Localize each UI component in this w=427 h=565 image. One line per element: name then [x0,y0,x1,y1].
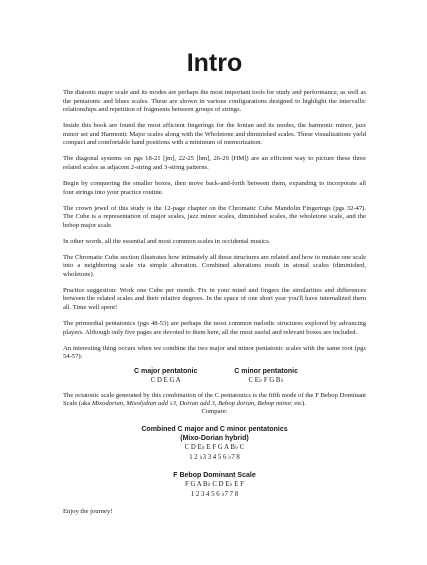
scale-major-pentatonic [134,367,197,385]
bebop-notes: F G A B♭ C D E♭ E F [185,480,244,488]
scale-title: C major pentatonic [134,367,198,375]
paragraph: Inside this book are found the most efficient fingerings for the Ionian and its modes, the harmonic minor, jazz minor set and Harmonic Major scales along with the Wholetone and diminished scales. These visualizations yield compact and comfortable hand positions with a minimum of memorization. [63,122,366,147]
paragraph: The diagonal systems on pgs 18-21 [jm], 22-25 [hm], 26-29 [HM]) are an efficient way to picture these three related scales as adjacent 2-string and 3-string patterns. [63,155,366,171]
paragraph: In other words, all the essential and most common scales in occidental musics. [63,237,271,245]
octatonic-text: The octatonic scale generated by this combination of the C pentatonics is the fifth mode of the F Bebop Dominant Scale (aka [63,391,366,408]
paragraph: The diatonic major scale and its modes are perhaps the most important tools for study and performance, as well as the pentatonic and blues scales. These are shown in various configurations designed to highlight the intervallic relationships and repetition of fragments between groups of strings. [63,89,366,114]
hybrid-title: Combined C major and C minor pentatonics [141,425,288,433]
page-title: Intro [186,49,243,77]
bebop-scale-block [63,471,366,500]
scale-notes: C D E G A [150,376,181,384]
scale-title: C minor pentatonic [234,367,298,375]
paragraph: The Chromatic Cube section illustrates how intimately all these structures are related and how to mutate one scale into a neighboring scale via simple alteration. Combined alterations result in atonal scales (diminished, wholetone). [63,253,366,278]
bebop-degrees: 1 2 3 4 5 6 ♭7 7 8 [190,490,239,498]
scale-notes: C E♭ F G B♭ [248,376,284,384]
paragraph: The crown jewel of this study is the 12-page chapter on the Chromatic Cube Mandolin Fingerings (pgs 32-47). The Cube is a representation of major scales, jazz minor scales, diminished scales, the wholetone scale, and the bebop major scale. [63,204,366,229]
closing-line: Enjoy the journey! [63,507,113,515]
hybrid-degrees: 1 2 ♭3 3 4 5 6 ♭7 8 [189,453,240,461]
octatonic-paragraph [63,392,366,409]
pentatonic-scales [63,367,366,385]
body-text [63,89,366,516]
octatonic-text-end: etc). [292,400,306,408]
paragraph: The primordial pentatonics (pgs 48-53) are perhaps the most common melodic structures explored by advancing players. Although only five pages are devoted to them here, all the most useful and relevant boxes are included. [63,320,366,336]
hybrid-scale-block [63,425,366,463]
paragraph: Practice suggestion: Work one Cube per month. Fix in your mind and fingers the similarities and differences between the related scales and their relative degrees. In the space of one short year you'll have internalized them all. Time well spent! [63,286,366,312]
hybrid-subtitle: (Mixo-Dorian hybrid) [180,434,249,442]
octatonic-aliases: Mixodorian, Mixolydian add ♭3, Dorian add 3, Bebop dorian, Bebop minor, [91,400,293,408]
hybrid-notes: C D E♭ E F G A B♭ C [184,443,245,451]
scale-minor-pentatonic [234,367,298,385]
paragraph: Begin by conquering the smaller boxes, then move back-and-forth between them, expanding to incorporate all four strings into your practice routine. [63,179,366,196]
paragraph: An interesting thing occurs when we combine the two major and minor pentatonic scales with the same root (pgs 54-57): [63,344,366,361]
bebop-title: F Bebop Dominant Scale [173,471,256,479]
compare-label: Compare: [201,407,228,415]
